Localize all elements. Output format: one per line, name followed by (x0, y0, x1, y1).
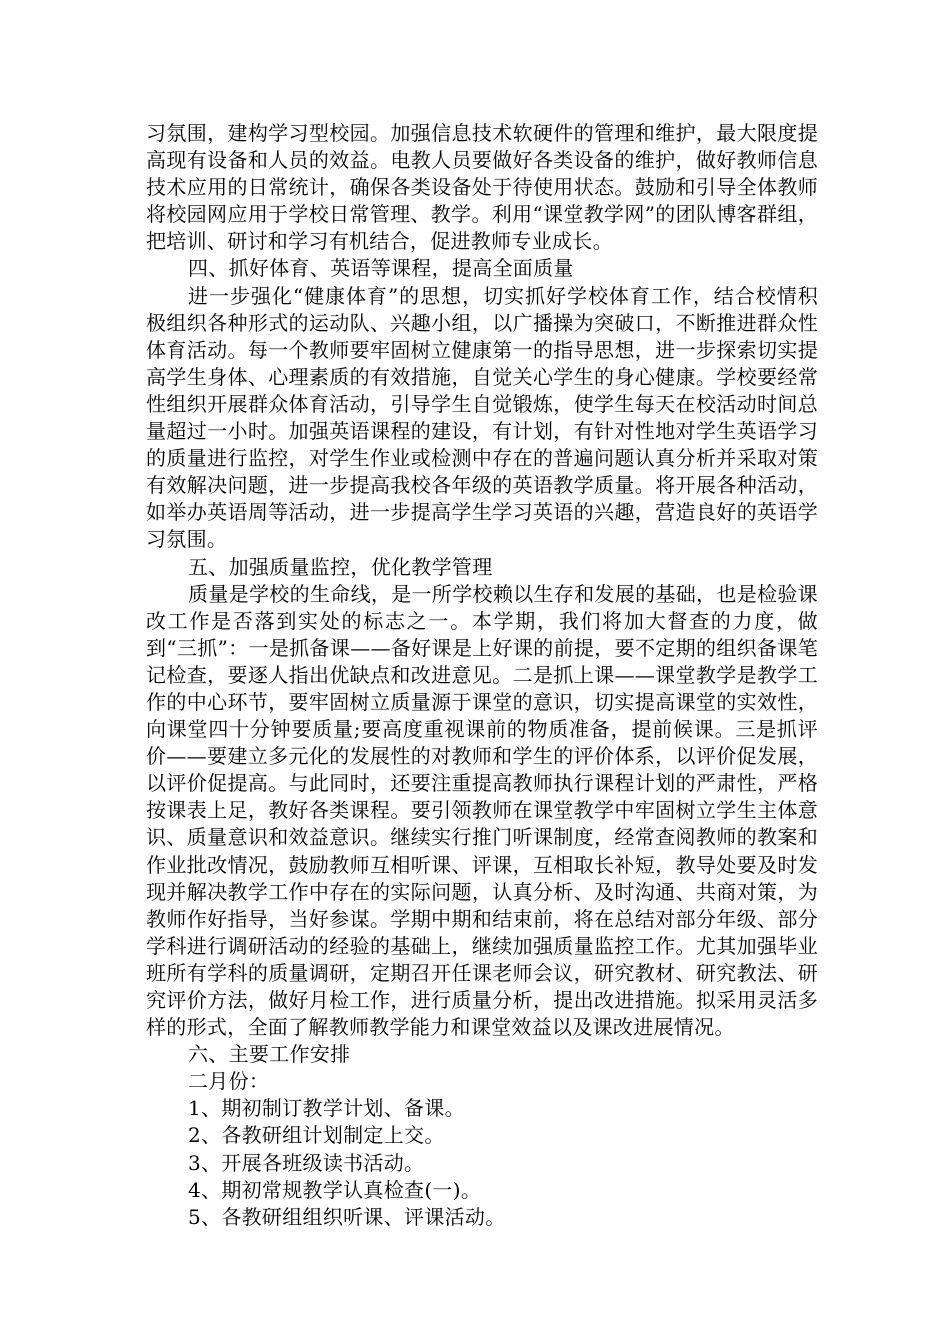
month-label: 二月份： (188, 1069, 270, 1094)
section-6-heading: 六、主要工作安排 (188, 1042, 351, 1067)
section-5-body: 质量是学校的生命线，是一所学校赖以生存和发展的基础，也是检验课改工作是否落到实处的标志之一。本学期，我们将加大督查的力度，做到“三抓”：一是抓备课——备好课是上好课的前提，要不定期的组织备课笔记检查，要逐人指出优缺点和改进意见。二是抓上课——课堂教学是教学工作的中心环节，要牢固树立质量源于课堂的意识，切实提高课堂的实效性，向课堂四十分钟要质量;要高度重视课前的物质准备，提前候课。三是抓评价——要建立多元化的发展性的对教师和学生的评价体系，以评价促发展，以评价促提高。与此同时，还要注重提高教师执行课程计划的严肃性，严格按课表上足，教好各类课程。要引领教师在课堂教学中牢固树立学生主体意识、质量意识和效益意识。继续实行推门听课制度，经常查阅教师的教案和作业批改情况，鼓励教师互相听课、评课，互相取长补短，教导处要及时发现并解决教学工作中存在的实际问题，认真分析、及时沟通、共商对策，为教师作好指导，当好参谋。学期中期和结束前，将在总结对部分年级、部分学科进行调研活动的经验的基础上，继续加强质量监控工作。尤其加强毕业班所有学科的质量调研，定期召开任课老师会议，研究教材、研究教法、研究评价方法，做好月检工作，进行质量分析，提出改进措施。拟采用灵活多样的形式，全面了解教师教学能力和课堂效益以及课改进展情况。 (146, 581, 818, 1040)
list-item: 2、各教研组计划制定上交。 (188, 1123, 445, 1148)
section-5-heading: 五、加强质量监控，优化教学管理 (188, 554, 493, 579)
section-4-heading: 四、抓好体育、英语等课程，提高全面质量 (188, 256, 574, 281)
list-item: 5、各教研组组织听课、评课活动。 (188, 1204, 506, 1229)
intro-paragraph: 习氛围，建构学习型校园。加强信息技术软硬件的管理和维护，最大限度提高现有设备和人员的效益。电教人员要做好各类设备的维护，做好教师信息技术应用的日常统计，确保各类设备处于待使用状态。鼓励和引导全体教师将校园网应用于学校日常管理、教学。利用“课堂教学网”的团队博客群组，把培训、研讨和学习有机结合，促进教师专业成长。 (146, 121, 818, 254)
document-page (146, 120, 818, 1231)
list-item: 4、期初常规教学认真检查(一)。 (188, 1177, 482, 1202)
section-4-body: 进一步强化“健康体育”的思想，切实抓好学校体育工作，结合校情积极组织各种形式的运动队、兴趣小组，以广播操为突破口，不断推进群众性体育活动。每一个教师要牢固树立健康第一的指导思想，进一步探索切实提高学生身体、心理素质的有效措施，自觉关心学生的身心健康。学校要经常性组织开展群众体育活动，引导学生自觉锻炼，使学生每天在校活动时间总量超过一小时。加强英语课程的建设，有计划，有针对性地对学生英语学习的质量进行监控，对学生作业或检测中存在的普遍问题认真分析并采取对策有效解决问题，进一步提高我校各年级的英语教学质量。将开展各种活动，如举办英语周等活动，进一步提高学生学习英语的兴趣，营造良好的英语学习氛围。 (146, 283, 818, 552)
list-item: 3、开展各班级读书活动。 (188, 1150, 425, 1175)
list-item: 1、期初制订教学计划、备课。 (188, 1096, 465, 1121)
